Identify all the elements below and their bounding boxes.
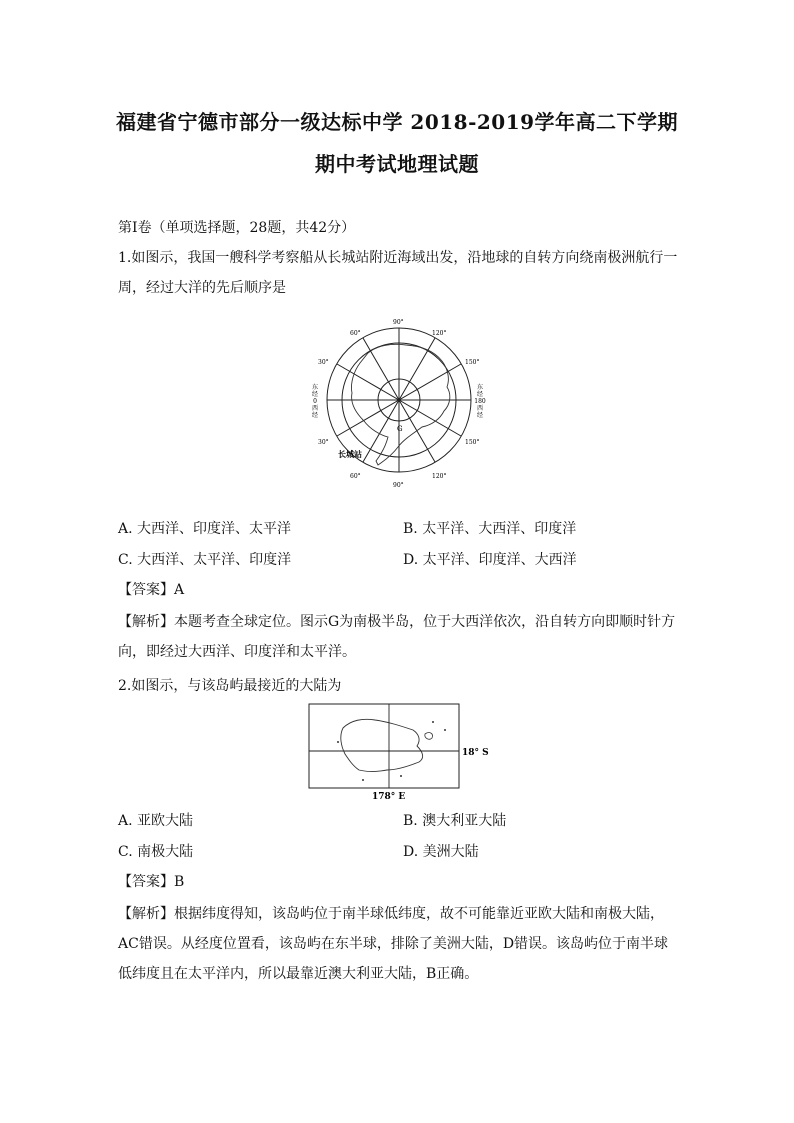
great-wall-station-label: 长城站 (338, 449, 362, 459)
left-label-char-4: 西 (311, 405, 319, 412)
right-label-char-1: 东 (476, 384, 484, 391)
lon-label-150-right-bottom: 150° (465, 439, 480, 446)
left-label-char-3: 0 (313, 398, 317, 405)
question-1-answer: 【答案】A (118, 582, 185, 598)
latitude-label: 18° S (462, 748, 489, 758)
question-1-option-c: C. 大西洋、太平洋、印度洋 (118, 552, 292, 568)
left-label-char-5: 经 (311, 412, 319, 419)
question-1-option-a: A. 大西洋、印度洋、太平洋 (118, 521, 292, 537)
page-title-line-2: 期中考试地理试题 (315, 152, 479, 176)
question-1-stem: 1.如图示，我国一艘科学考察船从长城站附近海域出发，沿地球的自转方向绕南极洲航行一周，经过大洋的先后顺序是 (118, 250, 678, 296)
left-label-char-1: 东 (311, 384, 319, 391)
lon-label-90-bottom: 90° (393, 482, 404, 489)
lon-label-120-bottom: 120° (432, 473, 447, 480)
island-outline (341, 719, 423, 771)
question-1-analysis: 【解析】本题考查全球定位。图示G为南极半岛，位于大西洋依次，沿自转方向即顺时针方向，即经过大西洋、印度洋和太平洋。 (118, 614, 676, 660)
right-label-char-2: 经 (476, 391, 484, 398)
lon-label-60-bottom: 60° (350, 473, 361, 480)
lon-label-30-left-bottom: 30° (318, 439, 329, 446)
question-1-option-d: D. 太平洋、印度洋、大西洋 (403, 552, 577, 568)
right-label-char-3: 180 (474, 398, 486, 405)
question-2-stem: 2.如图示，与该岛屿最接近的大陆为 (118, 678, 342, 694)
question-2-option-c: C. 南极大陆 (118, 844, 194, 860)
left-label-char-2: 经 (311, 391, 319, 398)
island-map (305, 700, 505, 806)
right-label-char-4: 西 (476, 405, 484, 412)
page-title-line-1: 福建省宁德市部分一级达标中学 2018-2019学年高二下学期 (115, 110, 679, 134)
antarctica-polar-map (310, 313, 490, 491)
section-header: 第Ⅰ卷（单项选择题，28题，共42分） (118, 220, 356, 236)
lon-label-30-left-top: 30° (318, 359, 329, 366)
right-label-char-5: 经 (476, 412, 484, 419)
longitude-label: 178° E (372, 792, 406, 802)
lon-label-120-top: 120° (432, 330, 447, 337)
question-2-option-a: A. 亚欧大陆 (118, 813, 194, 829)
lon-label-60-top: 60° (350, 330, 361, 337)
question-2-option-b: B. 澳大利亚大陆 (403, 813, 507, 829)
question-2-option-d: D. 美洲大陆 (403, 844, 479, 860)
lon-label-150-right-top: 150° (465, 359, 480, 366)
g-point-label: G (397, 425, 403, 433)
question-1-option-b: B. 太平洋、大西洋、印度洋 (403, 521, 577, 537)
question-2-analysis: 【解析】根据纬度得知，该岛屿位于南半球低纬度，故不可能靠近亚欧大陆和南极大陆，AC错误。从经度位置看，该岛屿在东半球，排除了美洲大陆，D错误。该岛屿位于南半球低纬度且在太平洋内，所以最靠近澳大利亚大陆，B正确。 (118, 906, 669, 982)
lon-label-90-top: 90° (393, 319, 404, 326)
question-2-answer: 【答案】B (118, 874, 185, 890)
